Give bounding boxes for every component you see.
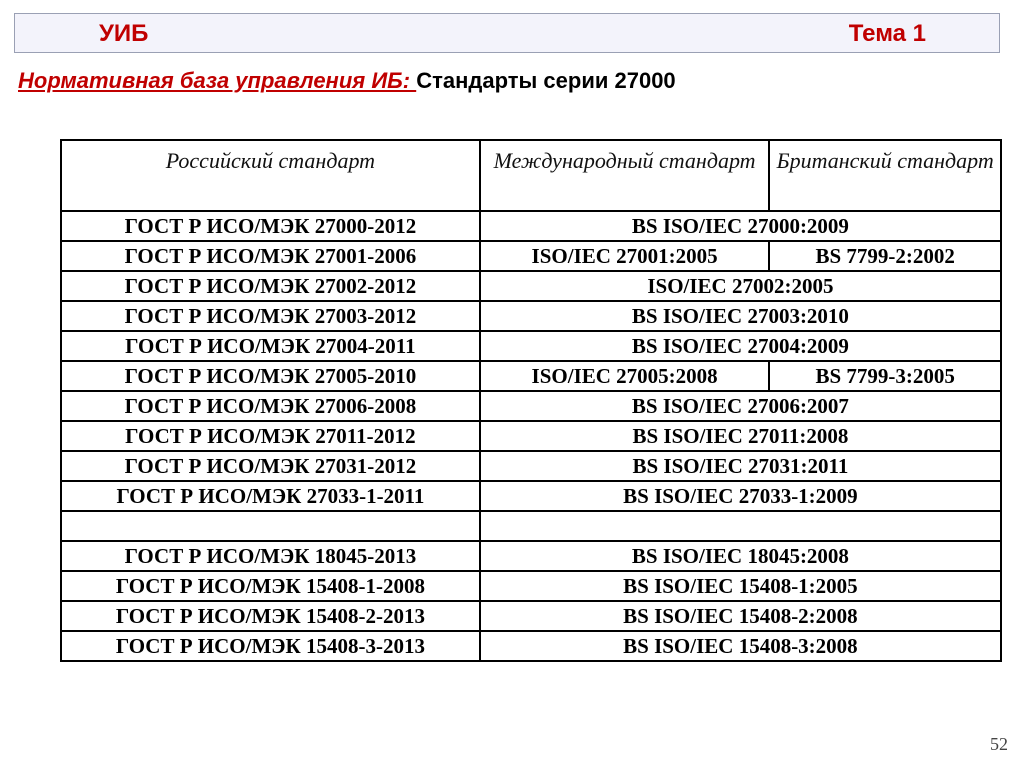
table-header-row [61,140,1001,211]
standards-table [60,139,1002,662]
table-row [61,481,1001,511]
header-british-standard: Британский стандарт [769,140,1001,211]
russian-standard-cell: ГОСТ Р ИСО/МЭК 27011-2012 [61,421,480,451]
table-row [61,511,1001,541]
international-standard-cell: ISO/IEC 27005:2008 [480,361,770,391]
russian-standard-cell: ГОСТ Р ИСО/МЭК 27006-2008 [61,391,480,421]
international-standard-cell: BS ISO/IEC 27003:2010 [480,301,1001,331]
russian-standard-cell: ГОСТ Р ИСО/МЭК 15408-2-2013 [61,601,480,631]
table-row [61,241,1001,271]
table-row [61,541,1001,571]
international-standard-cell: BS ISO/IEC 27033-1:2009 [480,481,1001,511]
russian-standard-cell: ГОСТ Р ИСО/МЭК 27031-2012 [61,451,480,481]
russian-standard-cell: ГОСТ Р ИСО/МЭК 27033-1-2011 [61,481,480,511]
international-standard-cell [480,511,1001,541]
table-row [61,601,1001,631]
international-standard-cell: BS ISO/IEC 15408-2:2008 [480,601,1001,631]
international-standard-cell: BS ISO/IEC 27004:2009 [480,331,1001,361]
table-row [61,361,1001,391]
header-topic: Тема 1 [848,20,926,47]
table-row [61,391,1001,421]
table-row [61,271,1001,301]
international-standard-cell: BS ISO/IEC 18045:2008 [480,541,1001,571]
international-standard-cell: BS ISO/IEC 27031:2011 [480,451,1001,481]
page-number: 52 [990,734,1008,754]
russian-standard-cell [61,511,480,541]
slide-title-red: Нормативная база управления ИБ: [18,68,417,93]
header-course-title: УИБ [99,20,149,47]
international-standard-cell: ISO/IEC 27001:2005 [480,241,770,271]
russian-standard-cell: ГОСТ Р ИСО/МЭК 27000-2012 [61,211,480,241]
russian-standard-cell: ГОСТ Р ИСО/МЭК 27002-2012 [61,271,480,301]
table-row [61,631,1001,661]
international-standard-cell: BS ISO/IEC 27006:2007 [480,391,1001,421]
russian-standard-cell: ГОСТ Р ИСО/МЭК 18045-2013 [61,541,480,571]
slide-title-black: Стандарты серии 27000 [416,68,676,93]
russian-standard-cell: ГОСТ Р ИСО/МЭК 27005-2010 [61,361,480,391]
table-row [61,571,1001,601]
slide-title [18,68,676,94]
russian-standard-cell: ГОСТ Р ИСО/МЭК 27001-2006 [61,241,480,271]
international-standard-cell: BS ISO/IEC 15408-3:2008 [480,631,1001,661]
international-standard-cell: BS ISO/IEC 27011:2008 [480,421,1001,451]
header-international-standard: Международный стандарт [480,140,770,211]
russian-standard-cell: ГОСТ Р ИСО/МЭК 27004-2011 [61,331,480,361]
international-standard-cell: BS ISO/IEC 27000:2009 [480,211,1001,241]
header-russian-standard: Российский стандарт [61,140,480,211]
table-row [61,301,1001,331]
international-standard-cell: ISO/IEC 27002:2005 [480,271,1001,301]
table-body [61,211,1001,661]
table-row [61,421,1001,451]
table-row [61,211,1001,241]
russian-standard-cell: ГОСТ Р ИСО/МЭК 27003-2012 [61,301,480,331]
table-row [61,451,1001,481]
header-bar [14,13,1000,53]
russian-standard-cell: ГОСТ Р ИСО/МЭК 15408-1-2008 [61,571,480,601]
international-standard-cell: BS ISO/IEC 15408-1:2005 [480,571,1001,601]
british-standard-cell: BS 7799-2:2002 [769,241,1001,271]
british-standard-cell: BS 7799-3:2005 [769,361,1001,391]
russian-standard-cell: ГОСТ Р ИСО/МЭК 15408-3-2013 [61,631,480,661]
table-row [61,331,1001,361]
